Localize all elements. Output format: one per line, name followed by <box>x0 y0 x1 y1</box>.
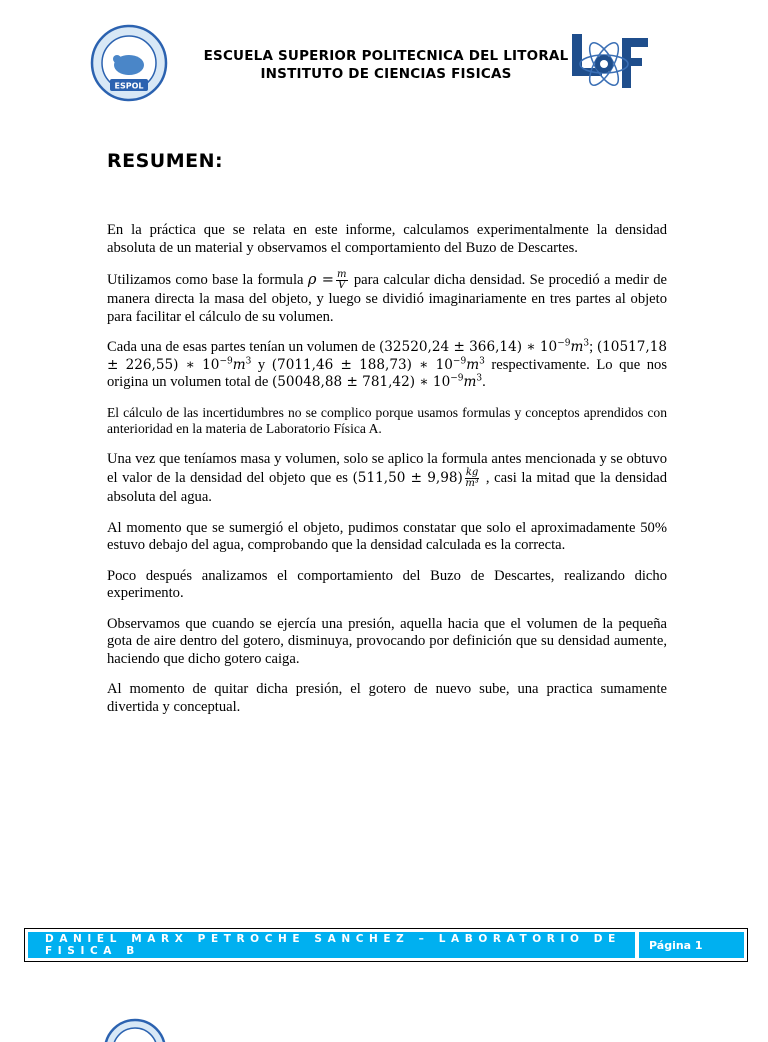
footer-author: DANIEL MARX PETROCHE SANCHEZ – LABORATORIO DE FISICA B <box>28 932 635 958</box>
footer-page-number: Página 1 <box>639 932 744 958</box>
header-line-2: INSTITUTO DE CIENCIAS FISICAS <box>260 66 512 82</box>
paragraph-3: Cada una de esas partes tenían un volumen de (32520,24 ± 366,14) ∗ $10^{-9}m^3$; (10517,18 ± 226,55) ∗ $10^{-9}m^3$ y (7011,46 ± 188,73) ∗ $10^{-9}m^3$ respectivamente. Lo que nos origina un volumen total de (50048,88 ± 781,42) ∗ $10^{-9}m^3$. <box>107 338 668 390</box>
paragraph-2: Utilizamos como base la formula ρ = $\frac{m}{V}$ para calcular dicha densidad. Se procedió a medir de manera directa la masa del objeto, y luego se dividió imaginariamente en tres partes al objeto para facilitar el cálculo de su volumen. <box>107 269 667 325</box>
paragraph-6: Al momento que se sumergió el objeto, pudimos constatar que solo el aproximadamente 50% estuvo debajo del agua, comprobando que la densidad calculada es la correcta. <box>107 519 667 553</box>
paragraph-9: Al momento de quitar dicha presión, el gotero de nuevo sube, una practica sumamente divertida y conceptual. <box>107 681 667 715</box>
next-page-seal-icon <box>100 1012 170 1042</box>
volume-2: (10517,18 ± 226,55) ∗ $10^{-9}m^3$ <box>107 339 668 373</box>
paragraph-4: El cálculo de las incertidumbres no se complico porque usamos formulas y conceptos aprendidos con anterioridad en la materia de Laboratorio Física A. <box>107 404 667 436</box>
rho-formula: ρ = <box>307 270 335 288</box>
volume-total: (50048,88 ± 781,42) ∗ $10^{-9}m^3$ <box>271 373 483 390</box>
header-line-1: ESCUELA SUPERIOR POLITECNICA DEL LITORAL <box>203 48 569 64</box>
summary-body <box>107 222 667 729</box>
icf-logo-text: ICF <box>603 100 605 101</box>
paragraph-7: Poco después analizamos el comportamiento del Buzo de Descartes, realizando dicho experimento. <box>107 567 667 601</box>
volume-3: (7011,46 ± 188,73) ∗ $10^{-9}m^3$ <box>271 355 485 373</box>
page-footer <box>24 928 748 962</box>
espol-seal-logo <box>90 24 168 102</box>
density-fraction: $\frac{m}{V}$ <box>337 269 347 291</box>
paragraph-8: Observamos que cuando se ejercía una presión, aquella hacia que el volumen de la pequeña gota de aire dentro del gotero, disminuya, provocando por definición que su densidad aumente, haciendo que dicho gotero caiga. <box>107 615 667 667</box>
density-result: (511,50 ± 9,98) <box>352 469 463 486</box>
espol-logo-text: ESPOL <box>114 81 144 91</box>
paragraph-1: En la práctica que se relata en este informe, calculamos experimentalmente la densidad absoluta de un material y observamos el comportamiento del Buzo de Descartes. <box>107 222 667 256</box>
density-unit-fraction: $\frac{kg}{\text{m³}}$ <box>465 467 479 489</box>
paragraph-5: Una vez que teníamos masa y volumen, solo se aplico la formula antes mencionada y se obtuvo el valor de la densidad del objeto que es (511,50 ± 9,98) $\frac{kg}{\text{m³}}$ , casi la mitad que la densidad absoluta del agua. <box>107 450 667 505</box>
section-title: RESUMEN: <box>107 150 224 172</box>
volume-1: (32520,24 ± 366,14) ∗ $10^{-9}m^3$ <box>378 338 590 355</box>
institution-header <box>180 47 592 83</box>
